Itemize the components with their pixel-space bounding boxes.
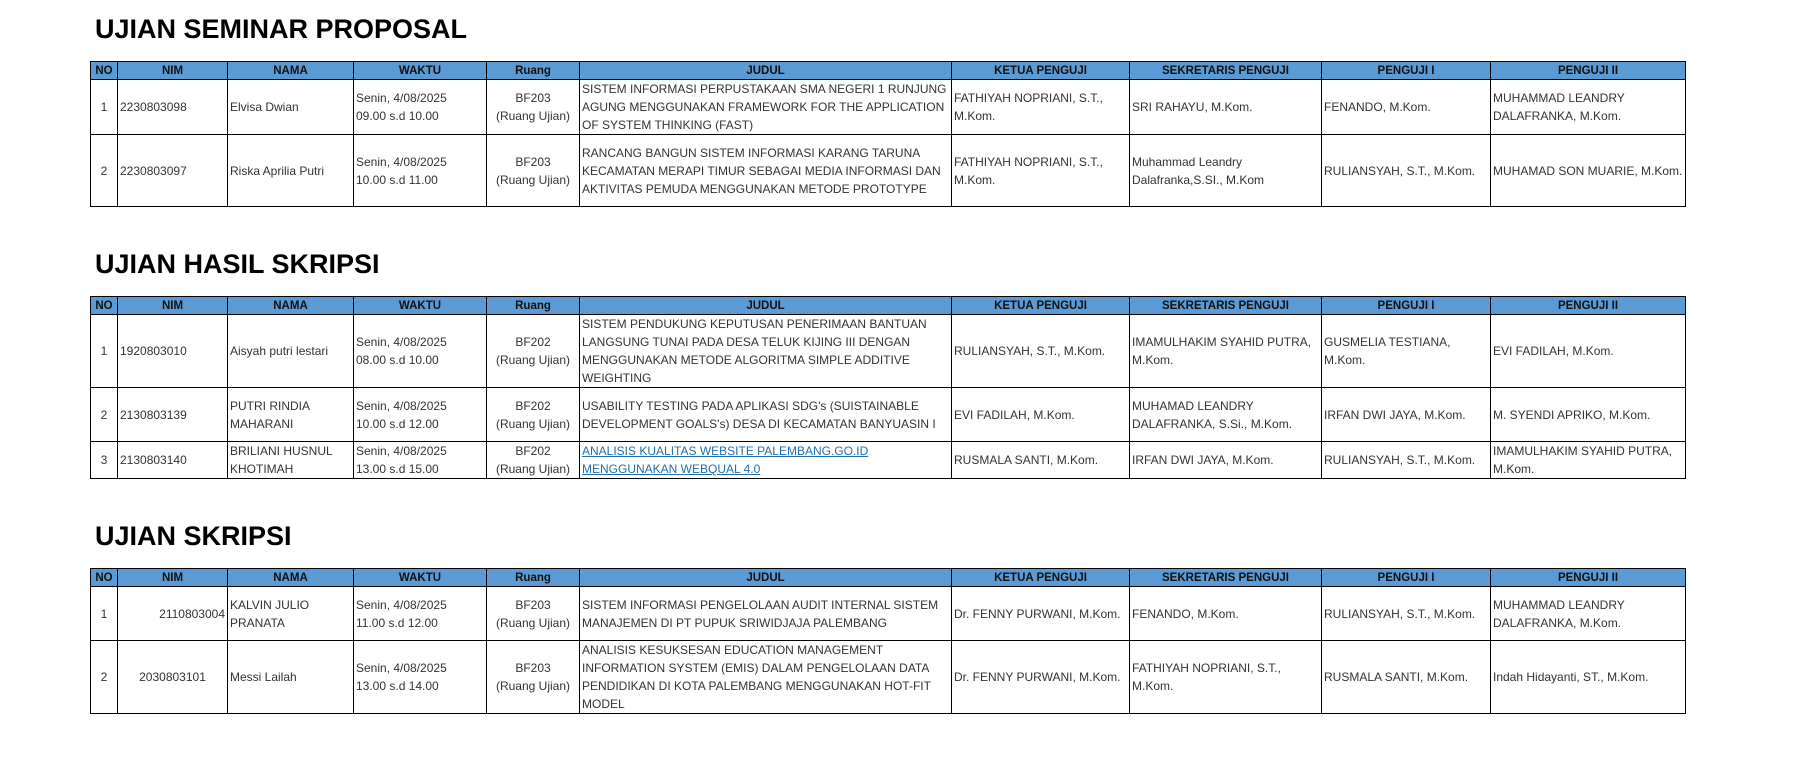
ruang-code: BF203: [515, 597, 551, 612]
cell-nama: PUTRI RINDIA MAHARANI: [228, 388, 354, 442]
col-header-no: NO: [91, 62, 118, 80]
table-row: [91, 315, 1686, 388]
col-header-no: NO: [91, 297, 118, 315]
waktu-day: Senin, 4/08/2025: [356, 91, 447, 105]
cell-ketua: RUSMALA SANTI, M.Kom.: [952, 442, 1130, 479]
waktu-time: 13.00 s.d 15.00: [356, 462, 439, 476]
col-header-sekretaris: SEKRETARIS PENGUJI: [1130, 62, 1322, 80]
ruang-name: (Ruang Ujian): [495, 679, 571, 693]
cell-nama: Riska Aprilia Putri: [228, 135, 354, 207]
cell-penguji1: RULIANSYAH, S.T., M.Kom.: [1322, 587, 1491, 641]
cell-nama: Aisyah putri lestari: [228, 315, 354, 388]
col-header-penguji1: PENGUJI I: [1322, 569, 1491, 587]
cell-no: 2: [91, 388, 118, 442]
waktu-time: 11.00 s.d 12.00: [356, 615, 438, 630]
ruang-code: BF202: [515, 444, 551, 458]
cell-nama: Messi Lailah: [228, 641, 354, 714]
cell-waktu: [354, 80, 487, 135]
section-seminar-proposal: [90, 12, 1685, 207]
col-header-ruang: Ruang: [487, 297, 580, 315]
cell-sekretaris: MUHAMAD LEANDRY DALAFRANKA, S.Si., M.Kom.: [1130, 388, 1322, 442]
cell-penguji1: RULIANSYAH, S.T., M.Kom.: [1322, 135, 1491, 207]
ruang-name: (Ruang Ujian): [495, 416, 571, 431]
cell-no: 2: [91, 135, 118, 207]
cell-nim: 1920803010: [118, 315, 228, 388]
cell-nim: 2230803098: [118, 80, 228, 135]
cell-waktu: [354, 388, 487, 442]
cell-penguji1: FENANDO, M.Kom.: [1322, 80, 1491, 135]
cell-no: 2: [91, 641, 118, 714]
col-header-ruang: Ruang: [487, 62, 580, 80]
col-header-ketua: KETUA PENGUJI: [952, 297, 1130, 315]
cell-nim: 2130803140: [118, 442, 228, 479]
cell-ruang: [487, 442, 580, 479]
cell-judul: RANCANG BANGUN SISTEM INFORMASI KARANG TARUNA KECAMATAN MERAPI TIMUR SEBAGAI MEDIA INFORMASI DAN AKTIVITAS PEMUDA MENGGUNAKAN METODE PROTOTYPE: [580, 135, 952, 207]
cell-nama: Elvisa Dwian: [228, 80, 354, 135]
schedule-table: [90, 568, 1686, 714]
waktu-day: Senin, 4/08/2025: [356, 444, 447, 458]
col-header-judul: JUDUL: [580, 297, 952, 315]
cell-no: 1: [91, 587, 118, 641]
cell-sekretaris: SRI RAHAYU, M.Kom.: [1130, 80, 1322, 135]
waktu-day: Senin, 4/08/2025: [356, 154, 447, 169]
cell-no: 3: [91, 442, 118, 479]
col-header-penguji2: PENGUJI II: [1491, 569, 1686, 587]
cell-nim: 2130803139: [118, 388, 228, 442]
cell-ketua: RULIANSYAH, S.T., M.Kom.: [952, 315, 1130, 388]
cell-ruang: [487, 315, 580, 388]
cell-sekretaris: IRFAN DWI JAYA, M.Kom.: [1130, 442, 1322, 479]
waktu-day: Senin, 4/08/2025: [356, 335, 447, 349]
cell-nim: 2110803004: [118, 587, 228, 641]
cell-ruang: [487, 641, 580, 714]
cell-penguji2: M. SYENDI APRIKO, M.Kom.: [1491, 388, 1686, 442]
cell-judul: [580, 442, 952, 479]
cell-judul: ANALISIS KESUKSESAN EDUCATION MANAGEMENT INFORMATION SYSTEM (EMIS) DALAM PENGELOLAAN DATA PENDIDIKAN DI KOTA PALEMBANG MENGGUNAKAN HOT-FIT MODEL: [580, 641, 952, 714]
col-header-waktu: WAKTU: [354, 297, 487, 315]
schedule-table: [90, 296, 1686, 479]
cell-penguji2: EVI FADILAH, M.Kom.: [1491, 315, 1686, 388]
table-row: [91, 641, 1686, 714]
col-header-penguji1: PENGUJI I: [1322, 62, 1491, 80]
col-header-nim: NIM: [118, 297, 228, 315]
cell-waktu: [354, 641, 487, 714]
col-header-penguji2: PENGUJI II: [1491, 297, 1686, 315]
table-row: [91, 80, 1686, 135]
col-header-judul: JUDUL: [580, 62, 952, 80]
cell-judul: SISTEM PENDUKUNG KEPUTUSAN PENERIMAAN BANTUAN LANGSUNG TUNAI PADA DESA TELUK KIJING III DENGAN MENGGUNAKAN METODE ALGORITMA SIMPLE ADDITIVE WEIGHTING: [580, 315, 952, 388]
col-header-penguji2: PENGUJI II: [1491, 62, 1686, 80]
waktu-day: Senin, 4/08/2025: [356, 661, 447, 675]
ruang-name: (Ruang Ujian): [495, 109, 571, 123]
col-header-nim: NIM: [118, 569, 228, 587]
cell-penguji1: IRFAN DWI JAYA, M.Kom.: [1322, 388, 1491, 442]
col-header-no: NO: [91, 569, 118, 587]
cell-judul: SISTEM INFORMASI PERPUSTAKAAN SMA NEGERI 1 RUNJUNG AGUNG MENGGUNAKAN FRAMEWORK FOR THE APPLICATION OF SYSTEM THINKING (FAST): [580, 80, 952, 135]
cell-penguji1: RUSMALA SANTI, M.Kom.: [1322, 641, 1491, 714]
cell-waktu: [354, 587, 487, 641]
section-title: UJIAN SKRIPSI: [95, 521, 292, 551]
col-header-waktu: WAKTU: [354, 569, 487, 587]
cell-nim: 2030803101: [118, 641, 228, 714]
cell-waktu: [354, 315, 487, 388]
table-row: [91, 587, 1686, 641]
ruang-code: BF203: [515, 661, 551, 675]
cell-ketua: EVI FADILAH, M.Kom.: [952, 388, 1130, 442]
schedule-table: [90, 61, 1686, 207]
ruang-name: (Ruang Ujian): [495, 172, 571, 187]
cell-no: 1: [91, 315, 118, 388]
cell-penguji1: RULIANSYAH, S.T., M.Kom.: [1322, 442, 1491, 479]
ruang-name: (Ruang Ujian): [495, 353, 571, 367]
ruang-code: BF203: [515, 154, 551, 169]
ruang-code: BF202: [515, 398, 551, 413]
table-row: [91, 388, 1686, 442]
cell-penguji2: MUHAMMAD LEANDRY DALAFRANKA, M.Kom.: [1491, 587, 1686, 641]
cell-ketua: Dr. FENNY PURWANI, M.Kom.: [952, 641, 1130, 714]
cell-waktu: [354, 442, 487, 479]
col-header-ruang: Ruang: [487, 569, 580, 587]
cell-sekretaris: FENANDO, M.Kom.: [1130, 587, 1322, 641]
cell-penguji2: Indah Hidayanti, ST., M.Kom.: [1491, 641, 1686, 714]
ruang-name: (Ruang Ujian): [495, 462, 571, 476]
ruang-code: BF203: [515, 91, 551, 105]
cell-nim: 2230803097: [118, 135, 228, 207]
section-title: UJIAN SEMINAR PROPOSAL: [95, 14, 468, 44]
cell-penguji1: GUSMELIA TESTIANA, M.Kom.: [1322, 315, 1491, 388]
cell-ruang: [487, 135, 580, 207]
section-title: UJIAN HASIL SKRIPSI: [95, 249, 380, 279]
table-row: [91, 135, 1686, 207]
waktu-time: 10.00 s.d 11.00: [356, 172, 438, 187]
ruang-name: (Ruang Ujian): [495, 615, 571, 630]
col-header-penguji1: PENGUJI I: [1322, 297, 1491, 315]
cell-sekretaris: Muhammad Leandry Dalafranka,S.SI., M.Kom: [1130, 135, 1322, 207]
waktu-day: Senin, 4/08/2025: [356, 398, 447, 413]
cell-ketua: FATHIYAH NOPRIANI, S.T., M.Kom.: [952, 135, 1130, 207]
section-skripsi: [90, 519, 1685, 714]
waktu-time: 10.00 s.d 12.00: [356, 416, 439, 431]
waktu-time: 08.00 s.d 10.00: [356, 353, 439, 367]
cell-penguji2: MUHAMAD SON MUARIE, M.Kom.: [1491, 135, 1686, 207]
col-header-nim: NIM: [118, 62, 228, 80]
col-header-nama: NAMA: [228, 62, 354, 80]
col-header-sekretaris: SEKRETARIS PENGUJI: [1130, 297, 1322, 315]
col-header-ketua: KETUA PENGUJI: [952, 569, 1130, 587]
cell-judul: SISTEM INFORMASI PENGELOLAAN AUDIT INTERNAL SISTEM MANAJEMEN DI PT PUPUK SRIWIDJAJA PALEMBANG: [580, 587, 952, 641]
cell-sekretaris: IMAMULHAKIM SYAHID PUTRA, M.Kom.: [1130, 315, 1322, 388]
cell-nama: KALVIN JULIO PRANATA: [228, 587, 354, 641]
col-header-judul: JUDUL: [580, 569, 952, 587]
cell-ruang: [487, 388, 580, 442]
col-header-nama: NAMA: [228, 569, 354, 587]
cell-penguji2: IMAMULHAKIM SYAHID PUTRA, M.Kom.: [1491, 442, 1686, 479]
cell-waktu: [354, 135, 487, 207]
table-header-row: [91, 62, 1686, 80]
cell-no: 1: [91, 80, 118, 135]
cell-ketua: FATHIYAH NOPRIANI, S.T., M.Kom.: [952, 80, 1130, 135]
cell-penguji2: MUHAMMAD LEANDRY DALAFRANKA, M.Kom.: [1491, 80, 1686, 135]
cell-ketua: Dr. FENNY PURWANI, M.Kom.: [952, 587, 1130, 641]
judul-link[interactable]: ANALISIS KUALITAS WEBSITE PALEMBANG.GO.ID MENGGUNAKAN WEBQUAL 4.0: [582, 444, 869, 476]
col-header-nama: NAMA: [228, 297, 354, 315]
cell-ruang: [487, 587, 580, 641]
cell-sekretaris: FATHIYAH NOPRIANI, S.T., M.Kom.: [1130, 641, 1322, 714]
waktu-time: 13.00 s.d 14.00: [356, 679, 439, 693]
cell-judul: USABILITY TESTING PADA APLIKASI SDG's (SUISTAINABLE DEVELOPMENT GOALS's) DESA DI KECAMATAN BANYUASIN I: [580, 388, 952, 442]
table-header-row: [91, 297, 1686, 315]
ruang-code: BF202: [515, 335, 551, 349]
col-header-sekretaris: SEKRETARIS PENGUJI: [1130, 569, 1322, 587]
table-header-row: [91, 569, 1686, 587]
col-header-waktu: WAKTU: [354, 62, 487, 80]
waktu-time: 09.00 s.d 10.00: [356, 109, 439, 123]
waktu-day: Senin, 4/08/2025: [356, 597, 447, 612]
section-hasil-skripsi: [90, 247, 1685, 479]
cell-nama: BRILIANI HUSNUL KHOTIMAH: [228, 442, 354, 479]
cell-ruang: [487, 80, 580, 135]
table-row: [91, 442, 1686, 479]
col-header-ketua: KETUA PENGUJI: [952, 62, 1130, 80]
